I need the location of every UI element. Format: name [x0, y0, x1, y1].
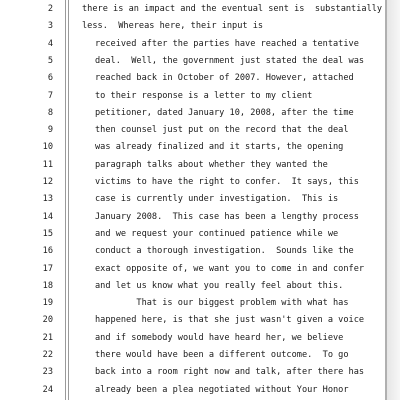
- line-text: to their response is a letter to my client: [95, 90, 313, 101]
- line-number: 10: [42, 142, 53, 153]
- transcript-line: [0, 346, 385, 364]
- line-text: back into a room right now and talk, after there has: [95, 367, 365, 378]
- transcript-line: [0, 52, 385, 70]
- line-number: 18: [42, 280, 53, 291]
- line-number: 19: [42, 298, 53, 309]
- line-number: 7: [47, 90, 53, 101]
- transcript-line: [0, 208, 385, 226]
- line-text: paragraph talks about whether they wanted the: [95, 159, 328, 170]
- transcript-line: [0, 294, 385, 312]
- transcript-line: [0, 35, 385, 53]
- transcript-line: [0, 0, 385, 18]
- line-number: 15: [42, 228, 53, 239]
- line-number: 20: [42, 315, 53, 326]
- line-text: there is an impact and the eventual sent is substantially: [82, 4, 383, 14]
- transcript-line: [0, 69, 385, 87]
- line-number: 14: [42, 211, 53, 222]
- transcript-line: [0, 190, 385, 208]
- line-text: then counsel just put on the record that the deal: [95, 125, 349, 136]
- transcript-line: [0, 225, 385, 243]
- line-text: was already finalized and it starts, the opening: [95, 142, 344, 153]
- transcript-line: [0, 329, 385, 347]
- transcript-line: [0, 311, 385, 329]
- transcript-line: [0, 138, 385, 156]
- line-number: 13: [42, 194, 53, 205]
- line-text: victims to have the right to confer. It says, this: [95, 177, 359, 187]
- line-text: exact opposite of, we want you to come in and confer: [95, 263, 365, 274]
- transcript-line: [0, 17, 385, 35]
- line-number: 4: [47, 38, 53, 49]
- line-text: petitioner, dated January 10, 2008, after the time: [95, 107, 354, 118]
- transcript-line: [0, 363, 385, 381]
- transcript-line: [0, 87, 385, 105]
- line-number: 21: [42, 332, 53, 343]
- line-text: there would have been a different outcome. To go: [95, 350, 349, 360]
- line-number: 3: [47, 21, 53, 32]
- line-number: 12: [42, 177, 53, 187]
- line-text: January 2008. This case has been a lengthy process: [95, 211, 359, 222]
- line-text: and we request your continued patience while we: [95, 228, 339, 239]
- line-text: less. Whereas here, their input is: [82, 21, 264, 32]
- line-number: 22: [42, 350, 53, 360]
- transcript-line: [0, 156, 385, 174]
- line-text: happened here, is that she just wasn't given a voice: [95, 315, 365, 326]
- line-number: 8: [47, 107, 53, 118]
- line-number: 11: [42, 159, 53, 170]
- line-number: 16: [42, 246, 53, 257]
- line-number: 17: [42, 263, 53, 274]
- line-number: 9: [47, 125, 53, 136]
- line-text: conduct a thorough investigation. Sounds like the: [95, 246, 354, 257]
- line-text: already been a plea negotiated without Your Honor: [95, 384, 349, 395]
- transcript-line: [0, 173, 385, 191]
- line-text: and let us know what you really feel about this.: [95, 280, 344, 291]
- line-number: 2: [47, 4, 53, 14]
- line-text: and if somebody would have heard her, we believe: [95, 332, 344, 343]
- line-number: 5: [47, 55, 53, 66]
- line-text: reached back in October of 2007. However, attached: [95, 73, 354, 84]
- line-text: deal. Well, the government just stated the deal was: [95, 55, 365, 66]
- page-edge-shadow: [387, 0, 400, 400]
- line-number: 24: [42, 384, 53, 395]
- transcript-line: [0, 242, 385, 260]
- line-number: 23: [42, 367, 53, 378]
- transcript-line: [0, 104, 385, 122]
- line-number: 6: [47, 73, 53, 84]
- transcript-line: [0, 277, 385, 295]
- transcript-line: [0, 121, 385, 139]
- transcript-line: [0, 381, 385, 399]
- line-text: That is our biggest problem with what has: [95, 298, 349, 309]
- line-text: received after the parties have reached a tentative: [95, 38, 359, 49]
- transcript-line: [0, 260, 385, 278]
- line-text: case is currently under investigation. This is: [95, 194, 339, 205]
